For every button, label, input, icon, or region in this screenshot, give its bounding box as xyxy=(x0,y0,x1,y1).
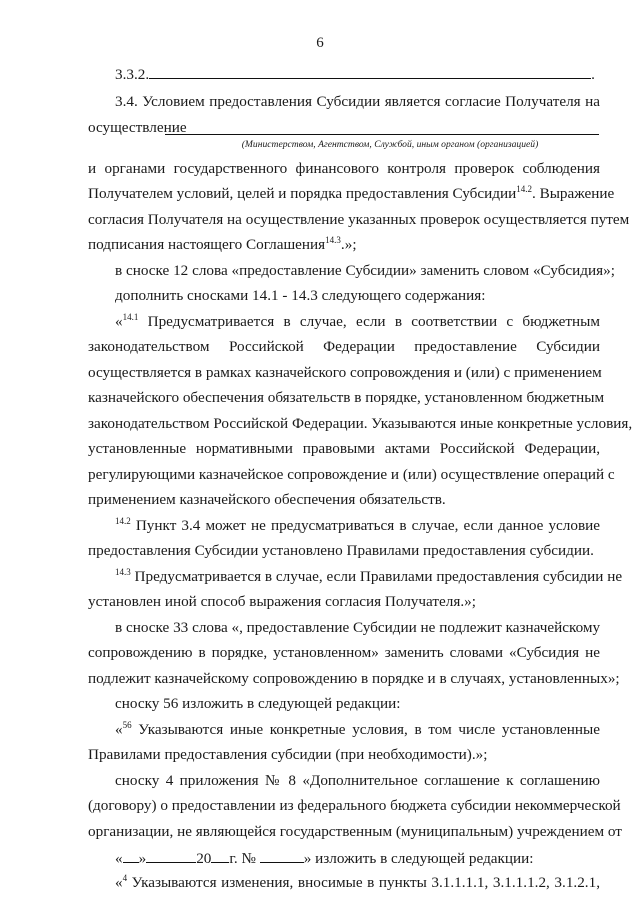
text-line: законодательством Российской Федерации. Указываются иные конкретные условия, xyxy=(88,415,633,432)
text-line: предоставления Субсидии установлено Правилами предоставления субсидии. xyxy=(88,542,594,559)
text-line: Правилами предоставления субсидии (при необходимости).»; xyxy=(88,746,488,763)
footnote-ref: 14.2 xyxy=(516,183,532,194)
text-line: Получателем условий, целей и порядка предоставления Субсидии$^{14.2}$. Выражение xyxy=(88,183,615,202)
blank-year xyxy=(211,848,229,863)
text-line: организации, не являющейся государственным (муниципальным) учреждением от xyxy=(88,823,622,840)
text-line: применением казначейского обеспечения обязательств. xyxy=(88,491,446,508)
blank-line xyxy=(149,64,591,79)
footnote-14-3-line: $^{14.3}$ Предусматривается в случае, если Правилами предоставления субсидии не xyxy=(115,566,623,585)
authority-caption: (Министерством, Агентством, Службой, иным органом (организацией) xyxy=(241,139,539,150)
footnote-4-line: «$^4$ Указываются изменения, вносимые в пункты 3.1.1.1.1, 3.1.1.1.2, 3.1.2.1, xyxy=(115,872,600,891)
text-line: согласия Получателя на осуществление указанных проверок осуществляется путем xyxy=(88,211,630,228)
text-line: установленные нормативными правовыми актами Российской Федерации, xyxy=(88,440,600,457)
text-line: в сноске 12 слова «предоставление Субсидии» заменить словом «Субсидия»; xyxy=(115,262,615,279)
blank-month xyxy=(146,848,196,863)
clause-3-4-line2: осуществление xyxy=(88,119,187,136)
text-line: сноску 56 изложить в следующей редакции: xyxy=(115,695,401,712)
blank-day xyxy=(123,848,139,863)
footnote-56-line: «$^{56}$ Указываются иные конкретные условия, в том числе установленные xyxy=(115,719,600,738)
authority-blank-line xyxy=(165,134,599,135)
text-line: сопровождению в порядке, установленном» заменить словами «Субсидия не xyxy=(88,644,600,661)
page-number: 6 xyxy=(316,35,324,51)
text-line: и органами государственного финансового контроля проверок соблюдения xyxy=(88,160,600,177)
date-number-line: « » 20 г. № » изложить в следующей редакции: xyxy=(115,850,534,867)
footnote-ref: 14.3 xyxy=(325,234,341,245)
text-line: (договору) о предоставлении из федерального бюджета субсидии некоммерческой xyxy=(88,797,621,814)
text-line: сноску 4 приложения № 8 «Дополнительное соглашение к соглашению xyxy=(115,772,600,789)
text-line: установлен иной способ выражения согласия Получателя.»; xyxy=(88,593,476,610)
text-line: в сноске 33 слова «, предоставление Субсидии не подлежит казначейскому xyxy=(115,619,601,636)
text-line: казначейского обеспечения обязательств в порядке, установленном бюджетным xyxy=(88,389,605,406)
text-line: осуществляется в рамках казначейского сопровождения и (или) с применением xyxy=(88,364,602,381)
footnote-14-2-line: $^{14.2}$ Пункт 3.4 может не предусматриваться в случае, если данное условие xyxy=(115,515,600,534)
clause-end: . xyxy=(591,66,595,83)
footnote-14-1-line: «$^{14.1}$ Предусматривается в случае, если в соответствии с бюджетным xyxy=(115,311,600,330)
clause-3-4-line1: 3.4. Условием предоставления Субсидии является согласие Получателя на xyxy=(115,93,600,110)
text-line: подписания настоящего Соглашения$^{14.3}$.»; xyxy=(88,234,357,253)
text-line: дополнить сносками 14.1 - 14.3 следующего содержания: xyxy=(115,287,486,304)
text-line: подлежит казначейскому сопровождению в порядке и в случаях, установленных»; xyxy=(88,670,620,687)
text-line: регулирующими казначейское сопровождение и (или) осуществление операций с xyxy=(88,466,615,483)
clause-3-3-2 xyxy=(115,64,600,84)
text-line: законодательством Российской Федерации предоставление Субсидии xyxy=(88,338,600,355)
clause-number: 3.3.2. xyxy=(115,66,150,83)
blank-number xyxy=(260,848,304,863)
